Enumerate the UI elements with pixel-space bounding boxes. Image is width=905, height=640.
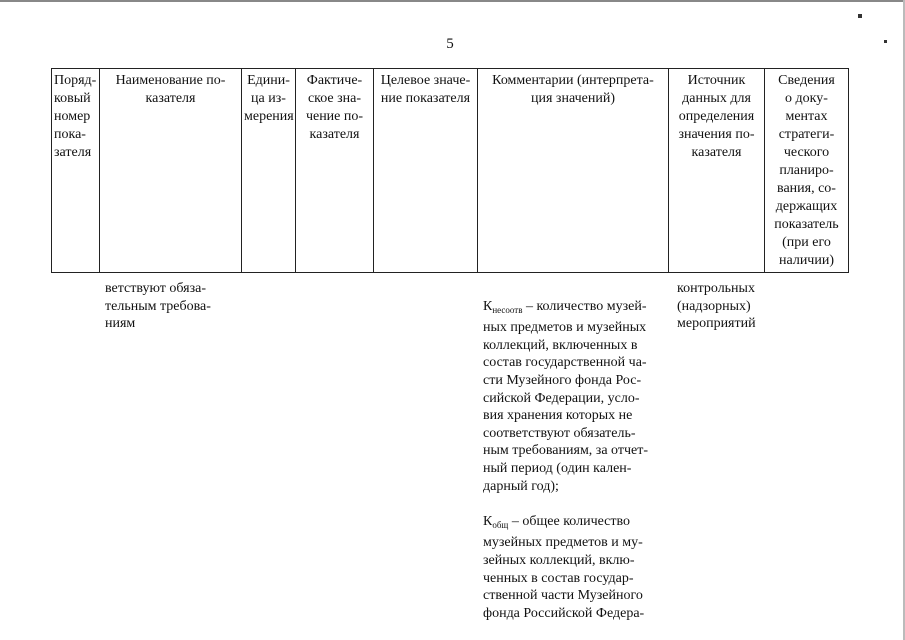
header-actual-value: Фактиче- ское зна- чение по- казателя	[296, 69, 374, 273]
indicator-name-continuation: ветствуют обяза- тельным требова- ниям	[105, 281, 211, 332]
symbol-k: К	[483, 298, 493, 314]
header-strategic-docs: Сведения о доку- ментах стратеги- ческого планиро- вания, со- держащих показатель (при его наличии)	[765, 69, 849, 273]
comment-continuation	[483, 280, 673, 640]
data-source-continuation: контрольных (надзорных) мероприятий	[677, 281, 756, 332]
header-indicator-name: Наименование по- казателя	[100, 69, 242, 273]
header-data-source: Источник данных для определения значения по- казателя	[669, 69, 765, 273]
header-sequence-number: Поряд- ковый номер пока- зателя	[52, 69, 100, 273]
header-target-value: Целевое значе- ние показателя	[374, 69, 478, 273]
symbol-k: К	[483, 513, 493, 529]
symbol-subscript: общ	[492, 519, 509, 530]
scan-speck	[858, 14, 862, 18]
header-comments: Комментарии (интерпрета- ция значений)	[478, 69, 669, 273]
page-number: 5	[446, 36, 454, 52]
indicator-table-header	[51, 68, 849, 273]
comment-k-noncompliant	[483, 298, 673, 496]
symbol-subscript: несоотв	[492, 304, 523, 315]
comment-text: – общее количество музейных предметов и му- зейных коллекций, вклю- ченных в состав государ- ственной части Музейного фонда Российской Федера-	[483, 513, 645, 621]
page-top-edge	[0, 0, 905, 2]
header-unit: Едини- ца из- мерения	[242, 69, 296, 273]
comment-text: – количество музей- ных предметов и музейных коллекций, включенных в состав государственной ча- сти Музейного фонда Рос- сийской Федерации, усло- вия хранения которых не соответствуют обязатель- ным требованиям, за отчет- ный период (один кален- дарный год);	[483, 298, 649, 494]
comment-k-total	[483, 513, 673, 623]
scan-speck	[884, 40, 887, 43]
